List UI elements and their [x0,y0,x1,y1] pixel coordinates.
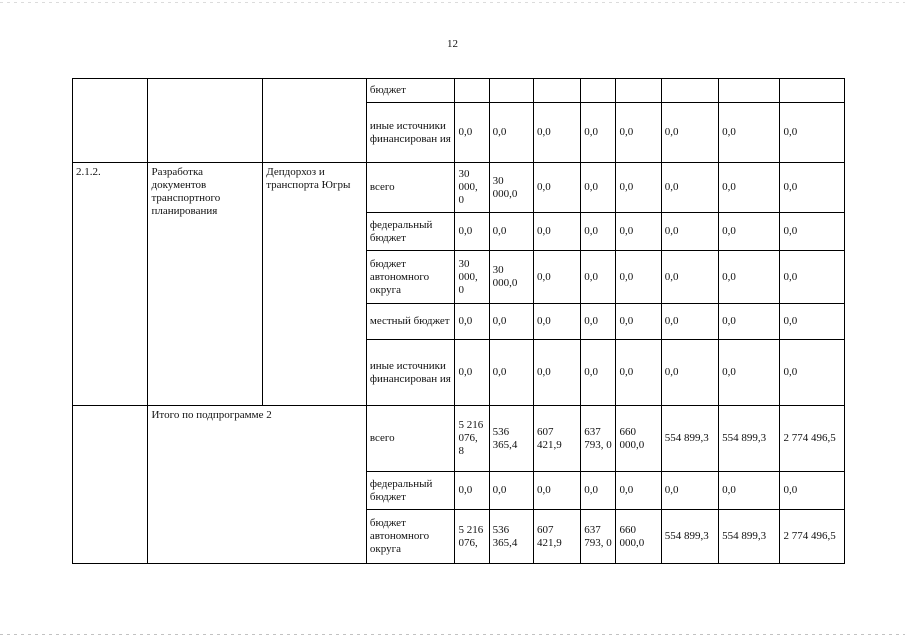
value-cell: 5 216 076, 8 [455,406,489,472]
number-cell-empty [73,406,148,564]
executor-cell-empty [263,79,367,163]
value-cell [616,79,661,103]
value-cell: 637 793, 0 [581,510,616,564]
value-cell: 0,0 [581,213,616,251]
value-cell: 554 899,3 [719,510,780,564]
value-cell: 554 899,3 [661,406,718,472]
value-cell: 0,0 [616,472,661,510]
number-cell-empty [73,79,148,163]
value-cell: 0,0 [661,251,718,304]
table-row [73,163,845,213]
value-cell: 0,0 [489,472,533,510]
value-cell: 0,0 [489,304,533,340]
value-cell: 2 774 496,5 [780,510,845,564]
value-cell: 0,0 [719,103,780,163]
source-cell: федеральный бюджет [366,213,455,251]
value-cell: 0,0 [455,213,489,251]
value-cell: 30 000,0 [489,251,533,304]
source-cell: иные источники финансирован ия [366,340,455,406]
value-cell: 30 000,0 [489,163,533,213]
value-cell: 0,0 [455,472,489,510]
item-name: Разработка документов транспортного планирования [148,163,263,406]
value-cell: 30 000, 0 [455,163,489,213]
value-cell: 0,0 [533,472,580,510]
value-cell: 660 000,0 [616,510,661,564]
value-cell: 0,0 [533,103,580,163]
value-cell: 0,0 [533,251,580,304]
value-cell: 0,0 [581,304,616,340]
source-cell: всего [366,163,455,213]
value-cell: 0,0 [661,213,718,251]
value-cell: 0,0 [780,472,845,510]
source-cell: иные источники финансирован ия [366,103,455,163]
value-cell: 0,0 [661,304,718,340]
item-number: 2.1.2. [73,163,148,406]
value-cell: 5 216 076, [455,510,489,564]
source-cell: всего [366,406,455,472]
value-cell: 0,0 [489,340,533,406]
value-cell: 0,0 [616,251,661,304]
value-cell: 554 899,3 [661,510,718,564]
value-cell: 637 793, 0 [581,406,616,472]
value-cell: 0,0 [489,103,533,163]
value-cell: 554 899,3 [719,406,780,472]
value-cell: 0,0 [616,163,661,213]
value-cell: 0,0 [661,163,718,213]
value-cell: 0,0 [533,340,580,406]
value-cell: 536 365,4 [489,406,533,472]
value-cell: 0,0 [719,163,780,213]
value-cell: 0,0 [780,251,845,304]
value-cell [489,79,533,103]
name-cell-empty [148,79,263,163]
value-cell: 0,0 [780,304,845,340]
value-cell: 0,0 [780,103,845,163]
value-cell: 0,0 [719,251,780,304]
value-cell: 0,0 [719,340,780,406]
value-cell: 0,0 [455,103,489,163]
value-cell: 0,0 [616,103,661,163]
value-cell: 0,0 [616,213,661,251]
value-cell: 660 000,0 [616,406,661,472]
value-cell: 0,0 [455,340,489,406]
value-cell: 0,0 [661,472,718,510]
funding-table [72,78,845,564]
value-cell: 0,0 [581,340,616,406]
value-cell: 0,0 [581,472,616,510]
value-cell: 607 421,9 [533,406,580,472]
value-cell: 0,0 [489,213,533,251]
value-cell: 0,0 [533,304,580,340]
value-cell: 0,0 [780,340,845,406]
value-cell: 0,0 [661,103,718,163]
value-cell: 0,0 [616,304,661,340]
value-cell: 536 365,4 [489,510,533,564]
source-cell: федеральный бюджет [366,472,455,510]
value-cell [661,79,718,103]
value-cell: 2 774 496,5 [780,406,845,472]
source-cell: местный бюджет [366,304,455,340]
value-cell: 0,0 [581,251,616,304]
item-executor: Депдорхоз и транспорта Югры [263,163,367,406]
value-cell: 0,0 [780,213,845,251]
value-cell [533,79,580,103]
value-cell [780,79,845,103]
value-cell [581,79,616,103]
value-cell: 0,0 [780,163,845,213]
table-row [73,406,845,472]
value-cell: 0,0 [616,340,661,406]
source-cell: бюджет [366,79,455,103]
table-row [73,79,845,103]
value-cell: 0,0 [581,103,616,163]
source-cell: бюджет автономного округа [366,510,455,564]
value-cell: 0,0 [581,163,616,213]
value-cell [719,79,780,103]
source-cell: бюджет автономного округа [366,251,455,304]
value-cell: 0,0 [455,304,489,340]
value-cell: 607 421,9 [533,510,580,564]
value-cell: 0,0 [719,304,780,340]
value-cell: 0,0 [719,472,780,510]
value-cell: 0,0 [533,163,580,213]
value-cell: 30 000, 0 [455,251,489,304]
value-cell: 0,0 [533,213,580,251]
value-cell: 0,0 [661,340,718,406]
value-cell [455,79,489,103]
page-number: 12 [447,38,458,50]
value-cell: 0,0 [719,213,780,251]
subtotal-label: Итого по подпрограмме 2 [148,406,366,564]
